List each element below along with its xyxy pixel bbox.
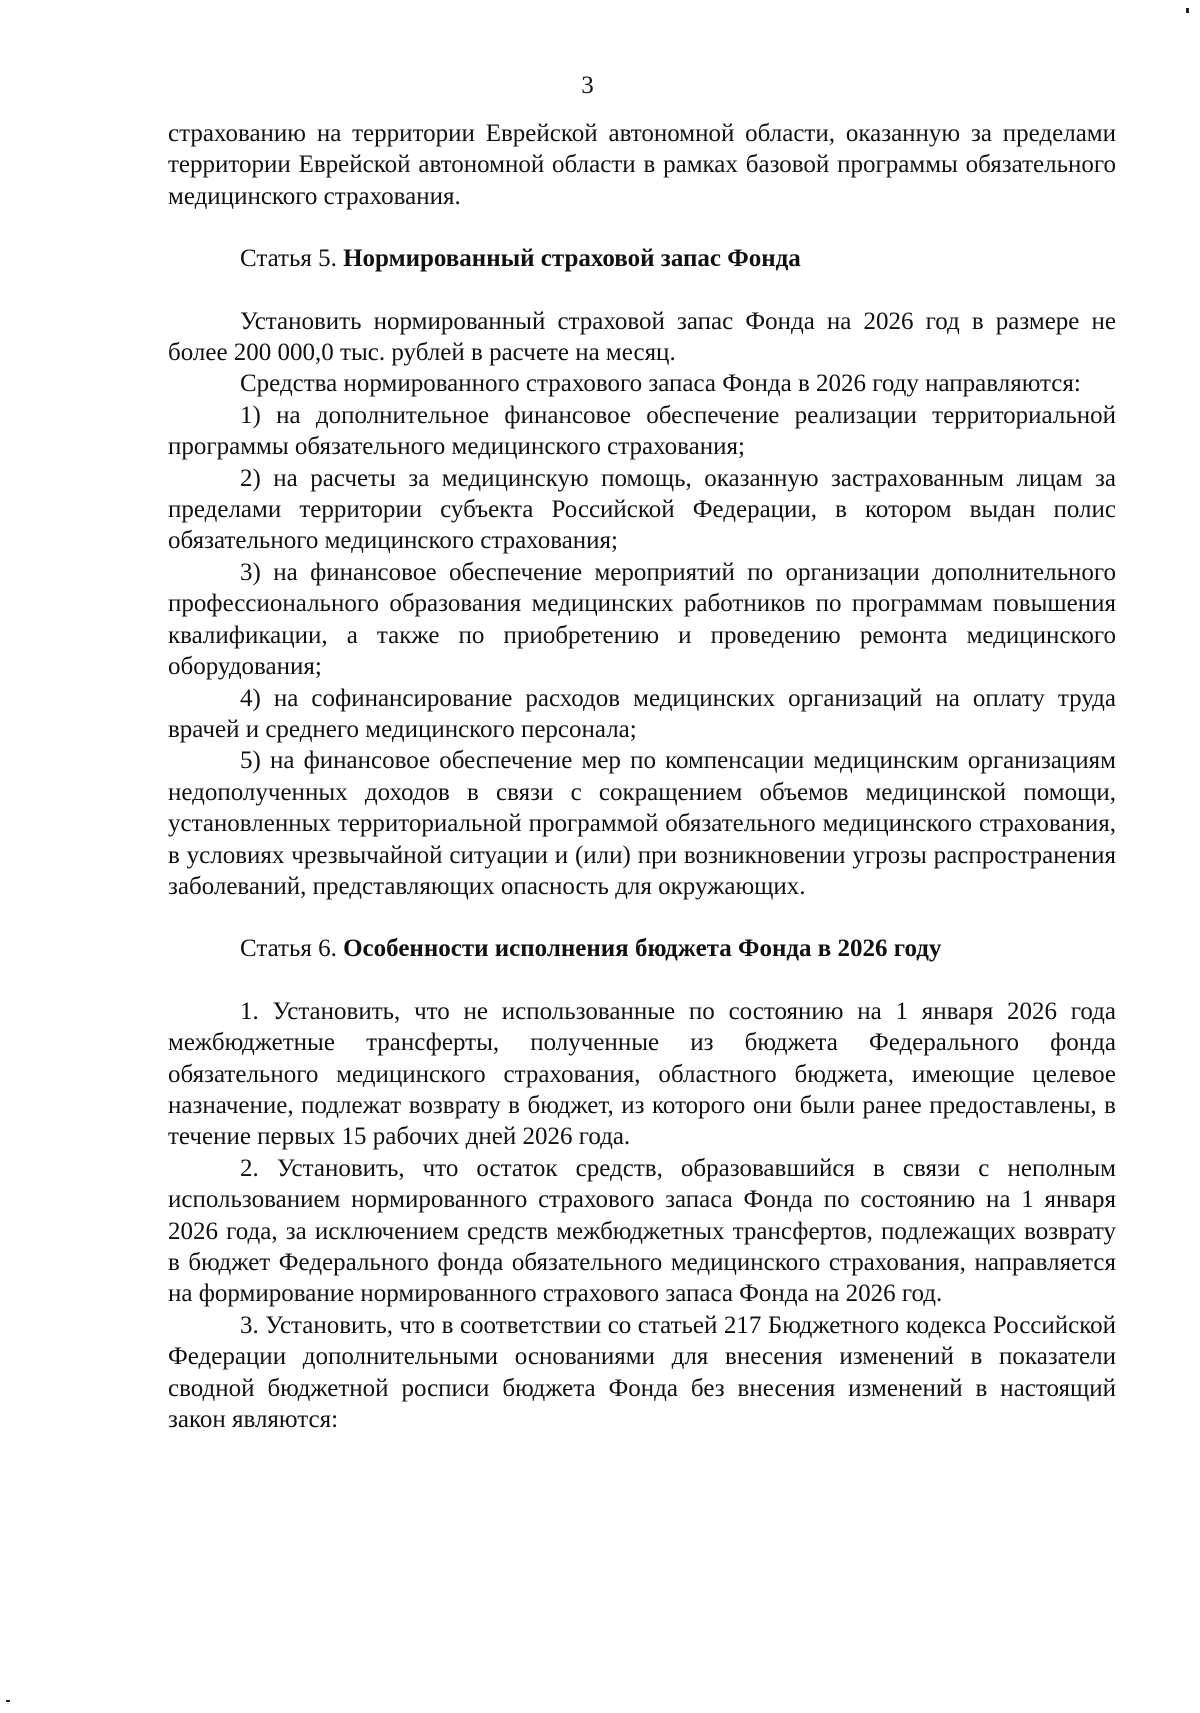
- spacer: [168, 902, 1116, 933]
- article-5-heading: [168, 243, 1116, 274]
- spacer: [168, 965, 1116, 996]
- article-5-paragraph: Средства нормированного страхового запаса Фонда в 2026 году направляются:: [240, 370, 1081, 398]
- article-6-heading: [168, 933, 1116, 964]
- article-6-paragraph: 1. Установить, что не использованные по состоянию на 1 января 2026 года межбюджетные трансферты, полученные из бюджета Федерального фонда обязательного медицинского страхования, областного бюджета, имеющие целевое назначение, подлежат возврату в бюджет, из которого они были ранее предоставлены, в течение первых 15 рабочих дней 2026 года.: [168, 997, 1116, 1151]
- scan-speck: [1186, 8, 1189, 13]
- article-6-label: Статья 6.: [240, 935, 337, 963]
- article-6-title: Особенности исполнения бюджета Фонда в 2026 году: [343, 935, 942, 963]
- article-6-paragraph: 3. Установить, что в соответствии со статьей 217 Бюджетного кодекса Российской Федерации дополнительными основаниями для внесения изменений в показатели сводной бюджетной росписи бюджета Фонда без внесения изменений в настоящий закон являются:: [168, 1311, 1116, 1434]
- intro-paragraph: страхованию на территории Еврейской автономной области, оказанную за пределами территории Еврейской автономной области в рамках базовой программы обязательного медицинского страхования.: [168, 120, 1116, 210]
- article-6-paragraph: 2. Установить, что остаток средств, образовавшийся в связи с неполным использованием нормированного страхового запаса Фонда по состоянию на 1 января 2026 года, за исключением средств межбюджетных трансфертов, подлежащих возврату в бюджет Федерального фонда обязательного медицинского страхования, направляется на формирование нормированного страхового запаса Фонда на 2026 год.: [168, 1154, 1116, 1308]
- article-5-list-item: 5) на финансовое обеспечение мер по компенсации медицинским организациям недополученных доходов в связи с сокращением объемов медицинской помощи, установленных территориальной программой обязательного медицинского страхования, в условиях чрезвычайной ситуации и (или) при возникновении угрозы распространения заболеваний, представляющих опасность для окружающих.: [168, 747, 1116, 900]
- document-body: [168, 118, 1116, 1435]
- article-5-label: Статья 5.: [240, 245, 337, 273]
- article-5-list-item: 4) на софинансирование расходов медицинских организаций на оплату труда врачей и среднего медицинского персонала;: [168, 684, 1116, 743]
- article-5-title: Нормированный страховой запас Фонда: [343, 245, 801, 273]
- page-number: 3: [581, 72, 594, 99]
- article-5-list-item: 3) на финансовое обеспечение мероприятий по организации дополнительного профессионального образования медицинских работников по программам повышения квалификации, а также по приобретению и проведению ремонта медицинского оборудования;: [168, 558, 1116, 681]
- spacer: [168, 212, 1116, 243]
- scan-speck: [6, 1700, 10, 1702]
- spacer: [168, 275, 1116, 306]
- article-5-list-item: 1) на дополнительное финансовое обеспечение реализации территориальной программы обязательного медицинского страхования;: [168, 401, 1116, 461]
- article-5-list-item: 2) на расчеты за медицинскую помощь, оказанную застрахованным лицам за пределами территории субъекта Российской Федерации, в котором выдан полис обязательного медицинского страхования;: [168, 464, 1116, 555]
- article-5-paragraph: Установить нормированный страховой запас Фонда на 2026 год в размере не более 200 000,0 тыс. рублей в расчете на месяц.: [168, 307, 1116, 367]
